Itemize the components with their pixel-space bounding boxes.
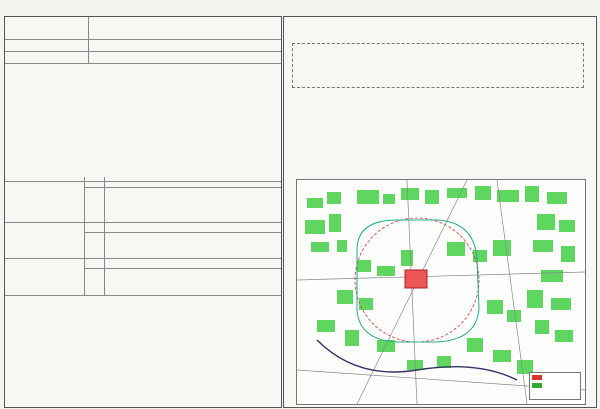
actor-tel — [105, 205, 281, 222]
area-map — [296, 179, 586, 405]
builder-address — [105, 258, 281, 269]
project-name-value — [89, 17, 281, 39]
actor-name — [105, 188, 281, 205]
site-marker — [405, 270, 427, 288]
designer-name-label — [85, 233, 105, 258]
builder-tel — [105, 282, 281, 295]
location-label — [5, 39, 89, 51]
actor-section — [5, 177, 281, 223]
notice-box — [292, 43, 584, 88]
builder-addr-label — [85, 258, 105, 269]
actor-address — [105, 177, 281, 188]
project-name-row — [5, 17, 281, 40]
builder-name — [105, 269, 281, 282]
legend-swatch — [532, 383, 542, 388]
type-label — [5, 51, 89, 63]
actor-addr-label — [85, 177, 105, 188]
legend-item-surrounding — [530, 381, 580, 389]
builder-section — [5, 258, 281, 296]
designer-address — [105, 222, 281, 233]
location-value — [89, 39, 281, 51]
legend-item-neighbor — [530, 373, 580, 381]
designer-label — [5, 222, 85, 258]
designer-addr-label — [85, 222, 105, 233]
designer-tel — [105, 245, 281, 258]
left-table — [4, 16, 282, 408]
project-name-label — [5, 17, 89, 39]
designer-section — [5, 222, 281, 259]
map-legend — [529, 372, 581, 400]
actor-label — [5, 177, 85, 222]
right-panel — [283, 16, 597, 408]
actor-name-label — [85, 188, 105, 222]
type-value — [89, 51, 281, 63]
map-drawing — [297, 180, 585, 404]
designer-name — [105, 233, 281, 245]
builder-label — [5, 258, 85, 295]
outline-section — [5, 63, 281, 182]
builder-name-label — [85, 269, 105, 295]
legend-swatch — [532, 375, 542, 380]
